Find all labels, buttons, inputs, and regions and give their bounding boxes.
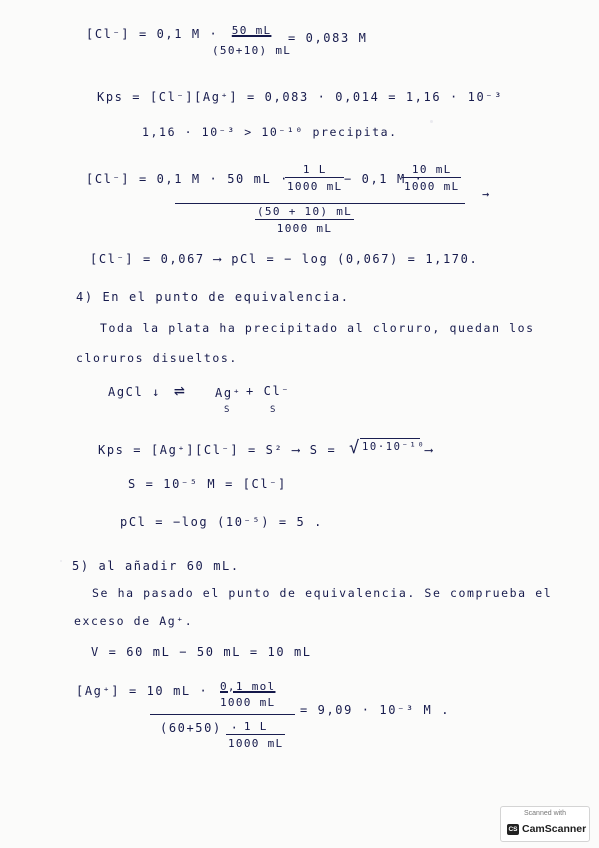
- fraction-numerator: 1 L: [226, 720, 285, 735]
- fraction-denominator: 1000 mL: [287, 180, 343, 193]
- fraction: [285, 163, 344, 193]
- section-5-text: Se ha pasado el punto de equivalencia. Se comprueba el: [92, 586, 553, 600]
- main-fraction-bar: [175, 203, 465, 204]
- fraction: [255, 205, 354, 235]
- fraction: [210, 24, 293, 57]
- fraction-numerator: 0,1 mol: [220, 680, 276, 693]
- fraction-numerator: 1 L: [285, 163, 344, 178]
- ag-expression: [Ag⁺] = 10 mL ·: [76, 684, 209, 698]
- equilibrium-arrow: ⇌: [174, 380, 187, 401]
- arrow: ⟶: [425, 443, 434, 457]
- solubility-label: S: [224, 405, 232, 415]
- ag-ion: Ag⁺: [215, 386, 242, 400]
- camscanner-logo-icon: CS: [508, 826, 518, 833]
- volume-line: V = 60 mL − 50 mL = 10 mL: [91, 645, 312, 659]
- paper-speck: [430, 120, 433, 123]
- main-fraction-bar: [150, 714, 295, 715]
- pcl-result: pCl = −log (10⁻⁵) = 5 .: [120, 515, 323, 529]
- section-4-title: 4) En el punto de equivalencia.: [76, 290, 350, 304]
- fraction-numerator: 10 mL: [402, 163, 461, 178]
- result-text: = 9,09 · 10⁻³ M .: [300, 703, 451, 717]
- fraction-denominator: 1000 mL: [228, 737, 284, 750]
- sqrt-symbol: √: [349, 438, 361, 458]
- denominator-text: (60+50) ·: [160, 721, 240, 735]
- watermark-caption: Scanned with: [523, 810, 567, 817]
- fraction-denominator: (50+10) mL: [212, 44, 292, 57]
- kps-line: Kps = [Cl⁻][Ag⁺] = 0,083 · 0,014 = 1,16 · 10⁻³: [97, 90, 503, 104]
- fraction: [218, 680, 277, 709]
- sqrt-radicand: 10·10⁻¹⁰: [362, 441, 426, 453]
- paper-speck: [60, 560, 62, 562]
- result-text: = 0,083 M: [288, 31, 368, 45]
- kps-expression: Kps = [Ag⁺][Cl⁻] = S² ⟶ S =: [98, 443, 337, 457]
- fraction-denominator: 1000 mL: [404, 180, 460, 193]
- sqrt-bar: [360, 438, 420, 439]
- section-5-text: exceso de Ag⁺.: [74, 614, 194, 628]
- fraction-numerator: 50 mL: [231, 24, 272, 37]
- watermark-brand: CamScanner: [522, 823, 587, 835]
- section-5-title: 5) al añadir 60 mL.: [72, 559, 240, 573]
- fraction: [226, 720, 285, 750]
- cl-ion: + Cl⁻: [246, 384, 291, 398]
- cl-expression: [Cl⁻] = 0,1 M ·: [86, 27, 219, 41]
- fraction: [402, 163, 461, 193]
- section-4-text: cloruros disueltos.: [76, 351, 238, 365]
- fraction-numerator: (50 + 10) mL: [257, 205, 353, 218]
- arrow: →: [482, 187, 491, 201]
- agcl-text: AgCl ↓: [108, 385, 161, 399]
- camscanner-watermark: [500, 806, 590, 842]
- comparison-line: 1,16 · 10⁻³ > 10⁻¹⁰ precipita.: [142, 125, 398, 139]
- section-4-text: Toda la plata ha precipitado al cloruro, quedan los: [100, 321, 535, 335]
- fraction-denominator: 1000 mL: [220, 696, 276, 709]
- solubility-result: S = 10⁻⁵ M = [Cl⁻]: [128, 477, 287, 491]
- cl-expression: [Cl⁻] = 0,1 M · 50 mL ·: [86, 172, 289, 186]
- solubility-label: S: [270, 405, 278, 415]
- fraction-denominator: 1000 mL: [276, 222, 333, 235]
- subtraction-text: − 0,1 M ·: [344, 172, 424, 186]
- pcl-line: [Cl⁻] = 0,067 ⟶ pCl = − log (0,067) = 1,170.: [90, 252, 479, 266]
